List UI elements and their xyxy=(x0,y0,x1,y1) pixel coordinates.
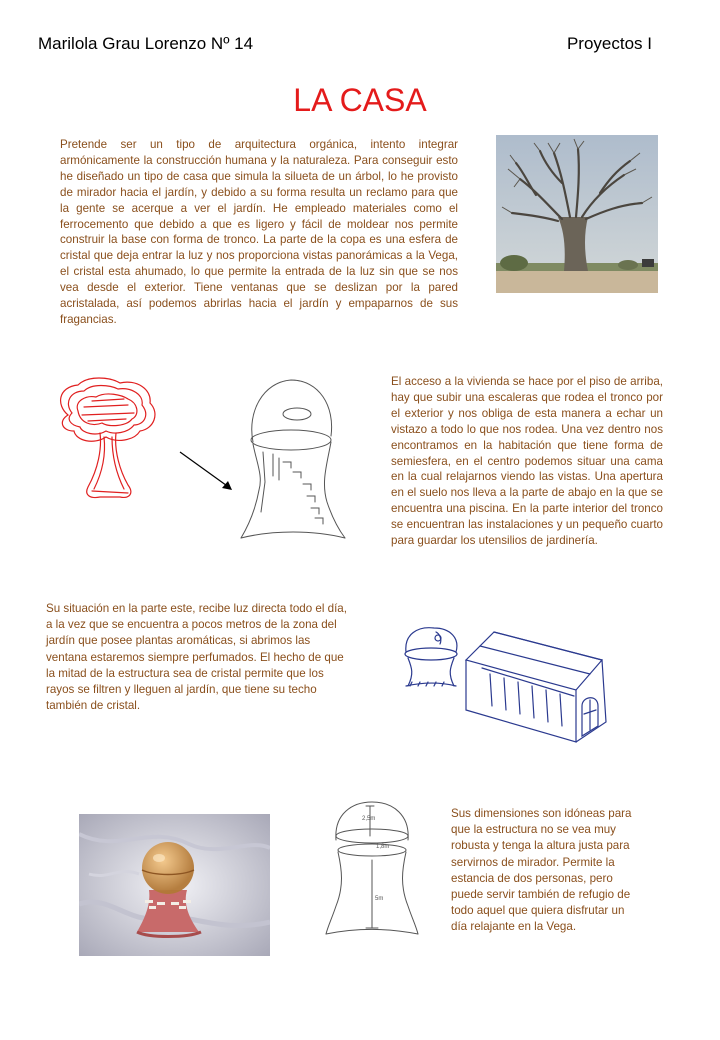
model-photo xyxy=(79,814,270,956)
situation-paragraph: Su situación en la parte este, recibe luz directa todo el día, a la vez que se encuentra a pocos metros de la zona del jardín que posee plantas aromáticas, si abrimos las ventana estaremos siempre perfumados. El hecho de que la mitad de la estructura sea de cristal permite que los rayos se filtren y lleguen al jardín, que tiene su techo también de cristal. xyxy=(46,602,347,713)
page-title: LA CASA xyxy=(293,82,427,118)
dimensions-sketch xyxy=(322,800,432,940)
course-header: Proyectos I xyxy=(566,34,652,53)
author-header: Marilola Grau Lorenzo Nº 14 xyxy=(38,34,254,53)
access-paragraph: El acceso a la vivienda se hace por el piso de arriba, hay que subir una escaleras que rodea el tronco por el exterior y nos obliga de esta manera a echar un vistazo a todo lo que nos rodea. Una vez dentro nos encontramos en la habitación que tiene forma de semiesfera, en el centro podemos situar una cama en la cual relajarnos viendo las vistas. Una apertura en el suelo nos lleva a la parte de abajo en la que se encuentra una piscina. En la parte interior del tronco se encuentran las instalaciones y un pequeño cuarto para guardar los utensilios de jardinería. xyxy=(391,375,663,548)
house-garden-sketch xyxy=(396,602,646,752)
dimension-label-mid: 1,8m xyxy=(376,844,390,850)
house-stairs-sketch xyxy=(233,372,353,542)
dimension-label-top: 2,5m xyxy=(362,816,376,822)
arrow-icon xyxy=(176,448,240,496)
intro-paragraph: Pretende ser un tipo de arquitectura orgánica, intento integrar armónicamente la construcción humana y la naturaleza. Para conseguir esto he diseñado un tipo de casa que simula la silueta de un árbol, lo he provisto de mirador hacia el jardín, y debido a su forma resulta un reclamo para que la gente se acerque a ver el jardín. He empleado materiales como el ferrocemento que debido a que es ligero y fácil de moldear nos permite construir la base con forma de tronco. La parte de la copa es una esfera de cristal que deja entrar la luz y nos proporciona vistas panorámicas a la Vega, el cristal esta ahumado, lo que permite la entrada de la luz sin que se nos vea desde el exterior. Tiene ventanas que se deslizan por la pared acristalada, así podemos abrirlas hacia el jardín y empaparnos de sus fragancias. xyxy=(60,138,458,326)
tree-photo xyxy=(496,135,658,293)
dimension-label-trunk: 5m xyxy=(375,896,384,902)
dimensions-paragraph: Sus dimensiones son idóneas para que la estructura no se vea muy robusta y tenga la altura justa para servirnos de mirador. Permite la estancia de dos personas, pero puede servir también de refugio de todo aquel que quiera disfrutar un día relajante en la Vega. xyxy=(451,807,632,934)
red-tree-sketch xyxy=(48,375,168,510)
